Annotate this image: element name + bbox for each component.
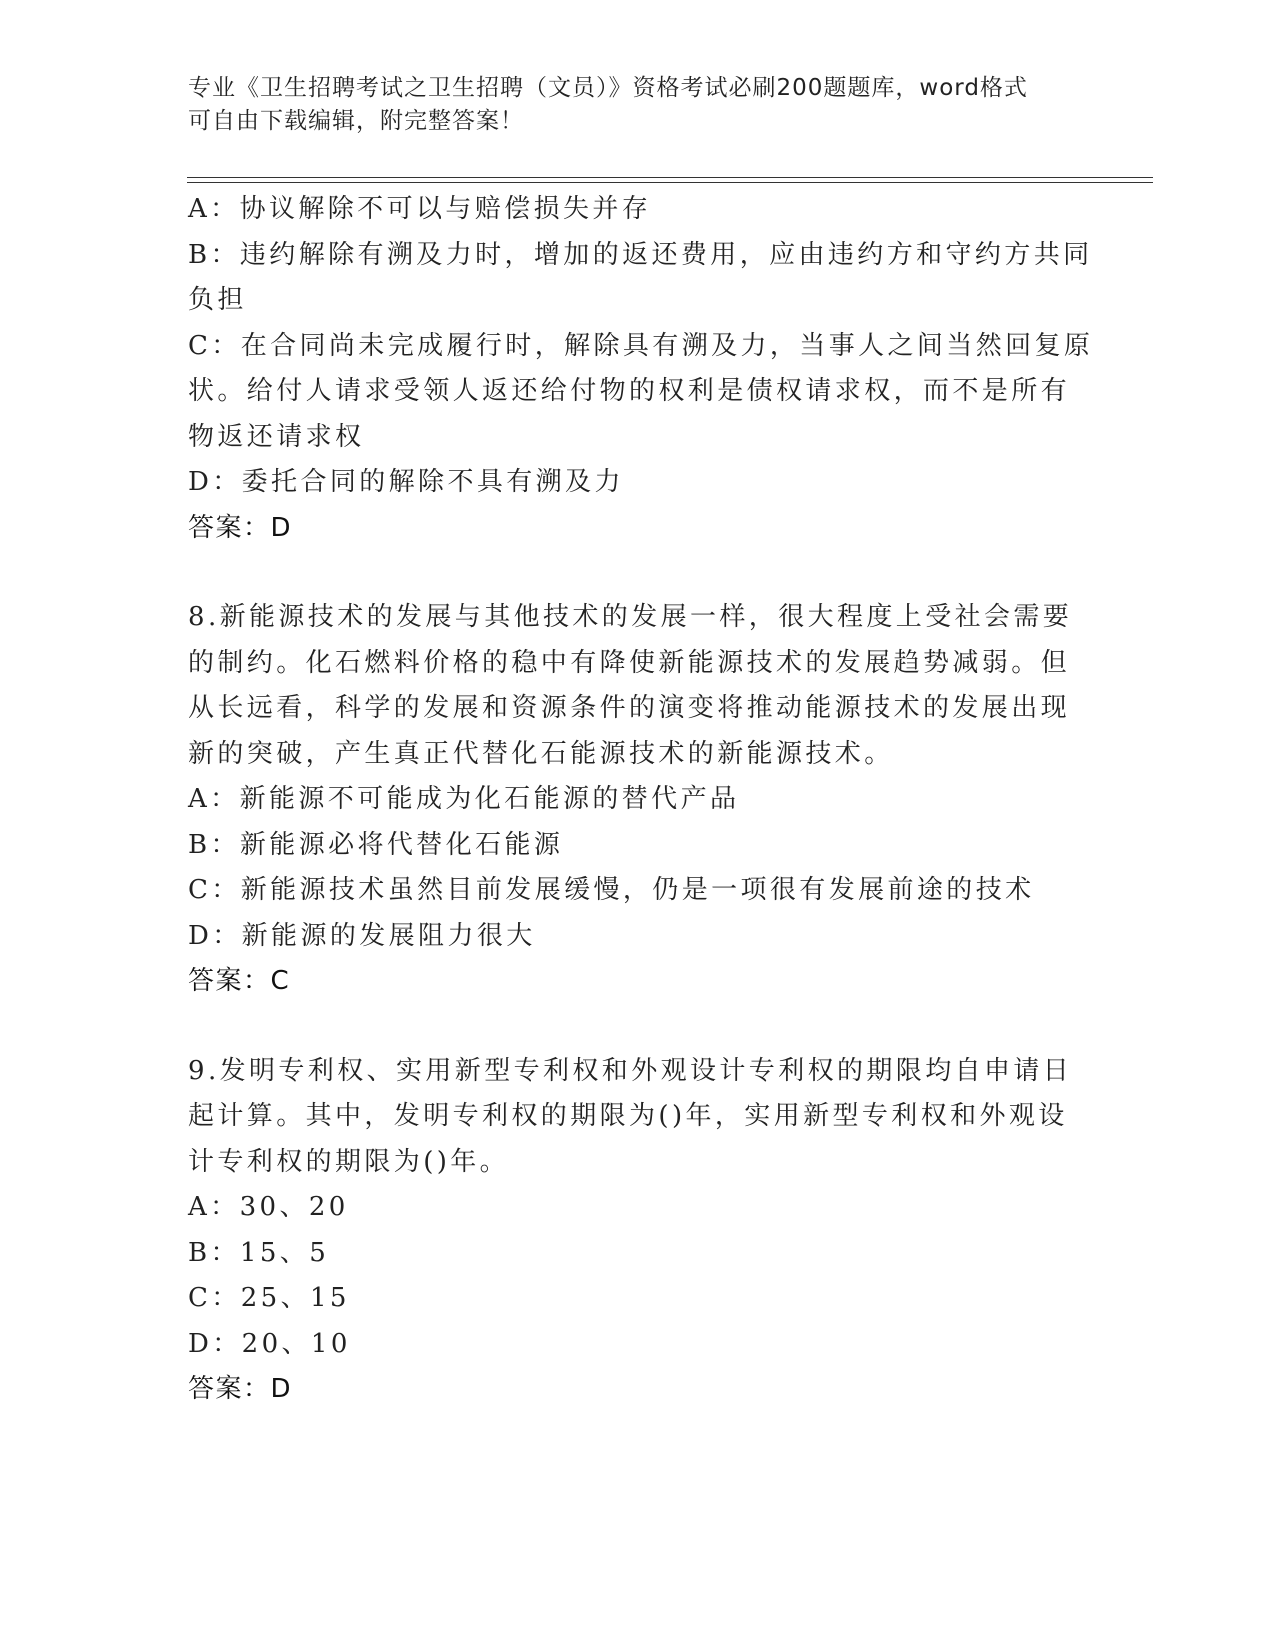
q8-option-d: D：新能源的发展阻力很大 (188, 920, 536, 951)
q8-stem-line-2: 的制约。化石燃料价格的稳中有降使新能源技术的发展趋势减弱。但 (188, 647, 1071, 678)
q9-option-b: B：15、5 (188, 1237, 330, 1268)
q9-stem-line-2: 起计算。其中，发明专利权的期限为()年，实用新型专利权和外观设 (188, 1101, 1068, 1131)
q7-option-c-line-3: 物返还请求权 (188, 421, 365, 452)
question-content (188, 187, 1094, 1413)
q7-option-c-line-1: C：在合同尚未完成履行时，解除具有溯及力，当事人之间当然回复原 (188, 330, 1094, 361)
q8-stem-line-3: 从长远看，科学的发展和资源条件的演变将推动能源技术的发展出现 (188, 693, 1071, 723)
question-spacer (188, 551, 1088, 595)
question-8 (188, 595, 1088, 1005)
q7-option-d: D：委托合同的解除不具有溯及力 (188, 467, 624, 497)
q8-stem-line-4: 新的突破，产生真正代替化石能源技术的新能源技术。 (188, 738, 894, 769)
q8-option-c: C：新能源技术虽然目前发展缓慢，仍是一项很有发展前途的技术 (188, 875, 1035, 905)
q7-answer: 答案：D (188, 512, 293, 543)
q8-option-b: B：新能源必将代替化石能源 (188, 829, 564, 860)
q7-option-c-line-2: 状。给付人请求受领人返还给付物的权利是债权请求权，而不是所有 (188, 376, 1071, 406)
question-spacer (188, 1005, 1088, 1049)
q7-option-b-line-2: 负担 (188, 285, 247, 315)
header-divider-bottom (187, 182, 1153, 183)
q9-option-a: A：30、20 (188, 1192, 349, 1222)
q8-stem-line-1: 8.新能源技术的发展与其他技术的发展一样，很大程度上受社会需要 (188, 602, 1073, 632)
question-9 (188, 1049, 1088, 1413)
document-header (188, 72, 1068, 138)
header-line-1: 专业《卫生招聘考试之卫生招聘（文员）》资格考试必刷200题题库，word格式 (188, 75, 1028, 101)
q8-answer: 答案：C (188, 966, 291, 996)
q9-stem-line-3: 计专利权的期限为()年。 (188, 1146, 510, 1177)
q9-stem-line-1: 9.发明专利权、实用新型专利权和外观设计专利权的期限均自申请日 (188, 1055, 1073, 1086)
q9-option-d: D：20、10 (188, 1328, 351, 1359)
header-line-2: 可自由下载编辑，附完整答案！ (188, 108, 524, 134)
q7-option-b-line-1: B：违约解除有溯及力时，增加的返还费用，应由违约方和守约方共同 (188, 239, 1093, 270)
q7-option-a: A：协议解除不可以与赔偿损失并存 (188, 194, 652, 224)
q8-option-a: A：新能源不可能成为化石能源的替代产品 (188, 784, 740, 814)
q9-option-c: C：25、15 (188, 1283, 350, 1313)
header-divider-top (187, 177, 1153, 178)
q9-answer: 答案：D (188, 1374, 293, 1404)
question-7 (188, 187, 1094, 551)
